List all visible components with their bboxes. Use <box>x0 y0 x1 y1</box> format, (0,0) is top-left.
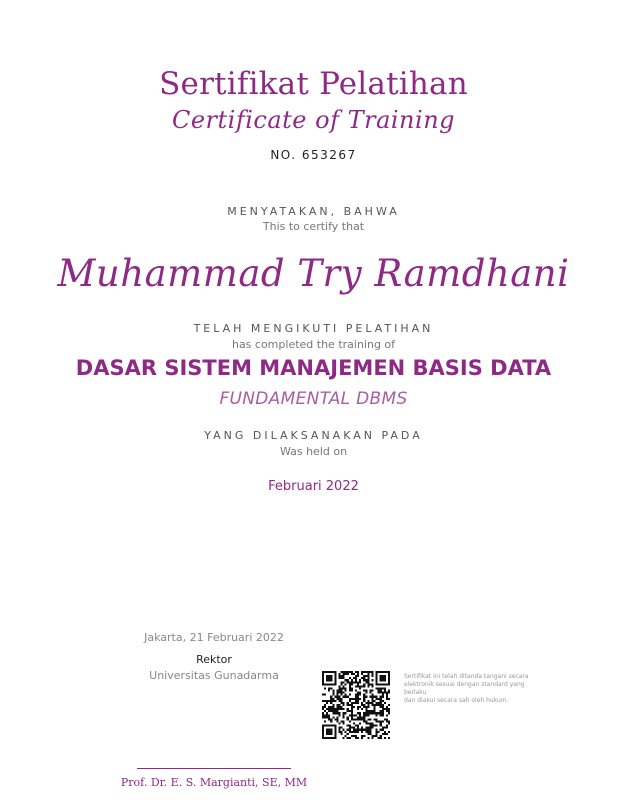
qr-note-line: berlaku <box>404 689 427 696</box>
held-label-english: Was held on <box>279 445 348 458</box>
certificate-title-english: Certificate of Training <box>171 106 456 134</box>
qr-note-line: Sertifikat ini telah ditanda tangani secara <box>404 673 529 680</box>
training-label: TELAH MENGIKUTI PELATIHAN <box>193 322 434 335</box>
signature-line <box>137 768 291 769</box>
qr-verification-note <box>404 673 532 705</box>
held-label: YANG DILAKSANAKAN PADA <box>204 429 423 442</box>
training-label-english: has completed the training of <box>231 338 396 351</box>
training-date: Februari 2022 <box>268 479 359 494</box>
course-subtitle: FUNDAMENTAL DBMS <box>219 389 408 409</box>
signer-name: Prof. Dr. E. S. Margianti, SE, MM <box>120 776 308 789</box>
qr-code-icon <box>322 671 390 739</box>
course-title: DASAR SISTEM MANAJEMEN BASIS DATA <box>75 356 552 380</box>
signature-place-date: Jakarta, 21 Februari 2022 <box>144 631 284 644</box>
qr-note-line: dan diakui secara sah oleh hukum. <box>404 697 509 704</box>
certificate-number: NO. 653267 <box>270 148 357 162</box>
certificate-title: Sertifikat Pelatihan <box>159 66 468 102</box>
qr-note-line: elektronik sesuai dengan standard yang <box>404 681 525 688</box>
statement-label-english: This to certify that <box>262 220 365 233</box>
signer-position: Rektor <box>196 653 232 666</box>
statement-label: MENYATAKAN, BAHWA <box>227 205 400 218</box>
signer-institution: Universitas Gunadarma <box>149 669 279 682</box>
recipient-name: Muhammad Try Ramdhani <box>57 252 570 295</box>
